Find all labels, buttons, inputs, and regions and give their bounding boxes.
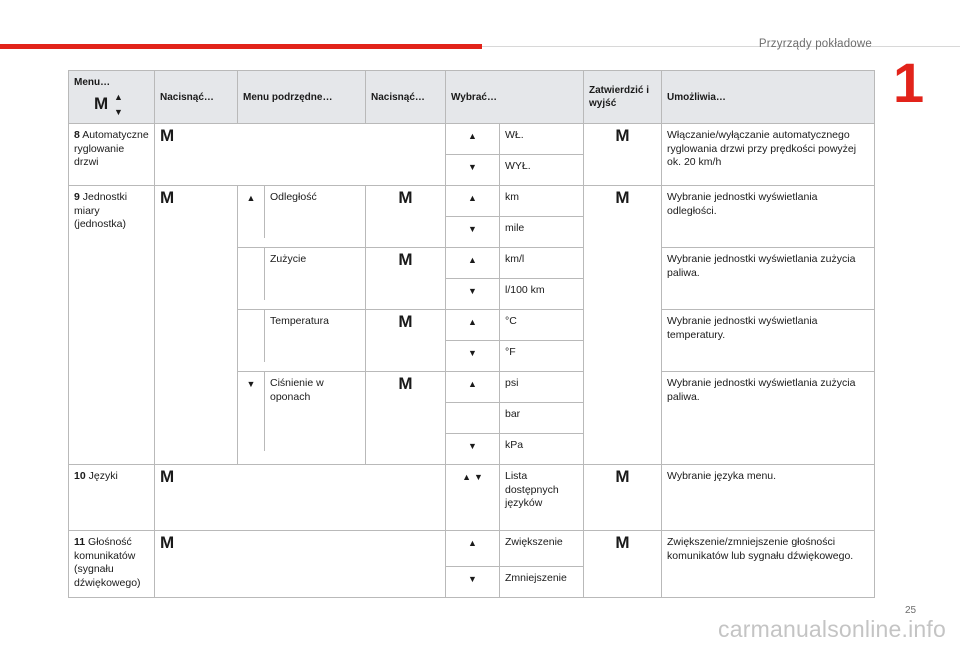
m-button-icon: M xyxy=(398,312,413,331)
arrow-up-icon: ▲ xyxy=(468,131,477,141)
m-button-icon: M xyxy=(615,533,630,552)
arrow-up-icon: ▲ xyxy=(114,92,123,102)
m-button-icon: M xyxy=(160,188,175,207)
arrow-down-icon: ▼ xyxy=(468,286,477,296)
col-press: Nacisnąć… xyxy=(155,71,238,124)
description: Włączanie/wyłączanie automatycznego ryglowania drzwi przy prędkości powyżej ok. 20 km/h xyxy=(662,124,875,186)
col-submenu: Menu podrzędne… xyxy=(238,71,366,124)
option-value: WYŁ. xyxy=(500,155,584,186)
arrow-down-icon: ▼ xyxy=(468,441,477,451)
arrow-down-icon: ▼ xyxy=(468,162,477,172)
m-button-icon: M xyxy=(615,467,630,486)
page-number: 25 xyxy=(905,605,917,616)
table-row xyxy=(69,531,875,567)
header-rule xyxy=(482,46,960,47)
settings-table xyxy=(68,70,875,598)
option-value: Lista dostępnych języków xyxy=(500,465,584,531)
table-header-row xyxy=(69,71,875,124)
table-row xyxy=(69,186,875,217)
menu-item-8: 8 Automatyczne ryglowanie drzwi xyxy=(69,124,155,186)
menu-item-10: 10 Języki xyxy=(69,465,155,531)
m-button-icon: M xyxy=(160,467,175,486)
option-value: mile xyxy=(500,217,584,248)
header-accent-bar xyxy=(0,44,482,49)
arrow-down-icon: ▼ xyxy=(468,224,477,234)
col-menu: Menu… M ▲ ▼ xyxy=(69,71,155,124)
arrow-up-icon: ▲ xyxy=(468,193,477,203)
watermark: carmanualsonline.info xyxy=(718,616,946,642)
description: Wybranie jednostki wyświetlania temperatury. xyxy=(662,310,875,372)
arrow-up-icon: ▲ xyxy=(468,255,477,265)
option-value: Zmniejszenie xyxy=(500,567,584,598)
submenu-label: Zużycie xyxy=(270,253,307,265)
option-value: °F xyxy=(500,341,584,372)
option-value: km xyxy=(500,186,584,217)
submenu-label: Odległość xyxy=(270,191,317,203)
arrow-down-icon: ▼ xyxy=(246,379,256,389)
description: Zwiększenie/zmniejszenie głośności komunikatów lub sygnału dźwiękowego. xyxy=(662,531,875,598)
option-value: km/l xyxy=(500,248,584,279)
menu-item-11: 11 Głośność komunikatów (sygnału dźwiękowego) xyxy=(69,531,155,598)
m-button-icon: M xyxy=(398,188,413,207)
m-button-icon: M xyxy=(160,533,175,552)
option-value: WŁ. xyxy=(500,124,584,155)
description: Wybranie jednostki wyświetlania zużycia paliwa. xyxy=(662,248,875,310)
arrow-up-icon: ▲ xyxy=(468,379,477,389)
option-value: Zwiększenie xyxy=(500,531,584,567)
arrow-up-icon: ▲ xyxy=(246,193,256,203)
table-row xyxy=(69,124,875,155)
chapter-number: 1 xyxy=(893,51,925,114)
arrow-down-icon: ▼ xyxy=(468,348,477,358)
option-value: psi xyxy=(500,372,584,403)
option-value: bar xyxy=(500,403,584,434)
description: Wybranie jednostki wyświetlania zużycia paliwa. xyxy=(662,372,875,465)
arrow-down-icon: ▼ xyxy=(473,472,483,482)
table-row xyxy=(69,465,875,531)
arrow-down-icon: ▼ xyxy=(114,107,123,117)
description: Wybranie jednostki wyświetlania odległości. xyxy=(662,186,875,248)
submenu-label: Ciśnienie w oponach xyxy=(270,377,324,403)
arrow-up-icon: ▲ xyxy=(468,538,477,548)
menu-item-9: 9 Jednostki miary (jednostka) xyxy=(69,186,155,465)
submenu-label: Temperatura xyxy=(270,315,329,327)
menu-button-icon: M ▲ ▼ xyxy=(94,92,123,117)
col-confirm: Zatwierdzić i wyjść xyxy=(584,71,662,124)
option-value: °C xyxy=(500,310,584,341)
arrow-up-icon: ▲ xyxy=(468,317,477,327)
section-title: Przyrządy pokładowe xyxy=(758,38,872,50)
m-button-icon: M xyxy=(615,188,630,207)
option-value: l/100 km xyxy=(500,279,584,310)
arrow-up-icon: ▲ xyxy=(462,472,472,482)
m-button-icon: M xyxy=(160,126,175,145)
description: Wybranie języka menu. xyxy=(662,465,875,531)
m-button-icon: M xyxy=(615,126,630,145)
col-allows: Umożliwia… xyxy=(662,71,875,124)
option-value: kPa xyxy=(500,434,584,465)
m-button-icon: M xyxy=(398,374,413,393)
m-button-icon: M xyxy=(398,250,413,269)
col-press-2: Nacisnąć… xyxy=(366,71,446,124)
col-select: Wybrać… xyxy=(446,71,584,124)
arrow-down-icon: ▼ xyxy=(468,574,477,584)
